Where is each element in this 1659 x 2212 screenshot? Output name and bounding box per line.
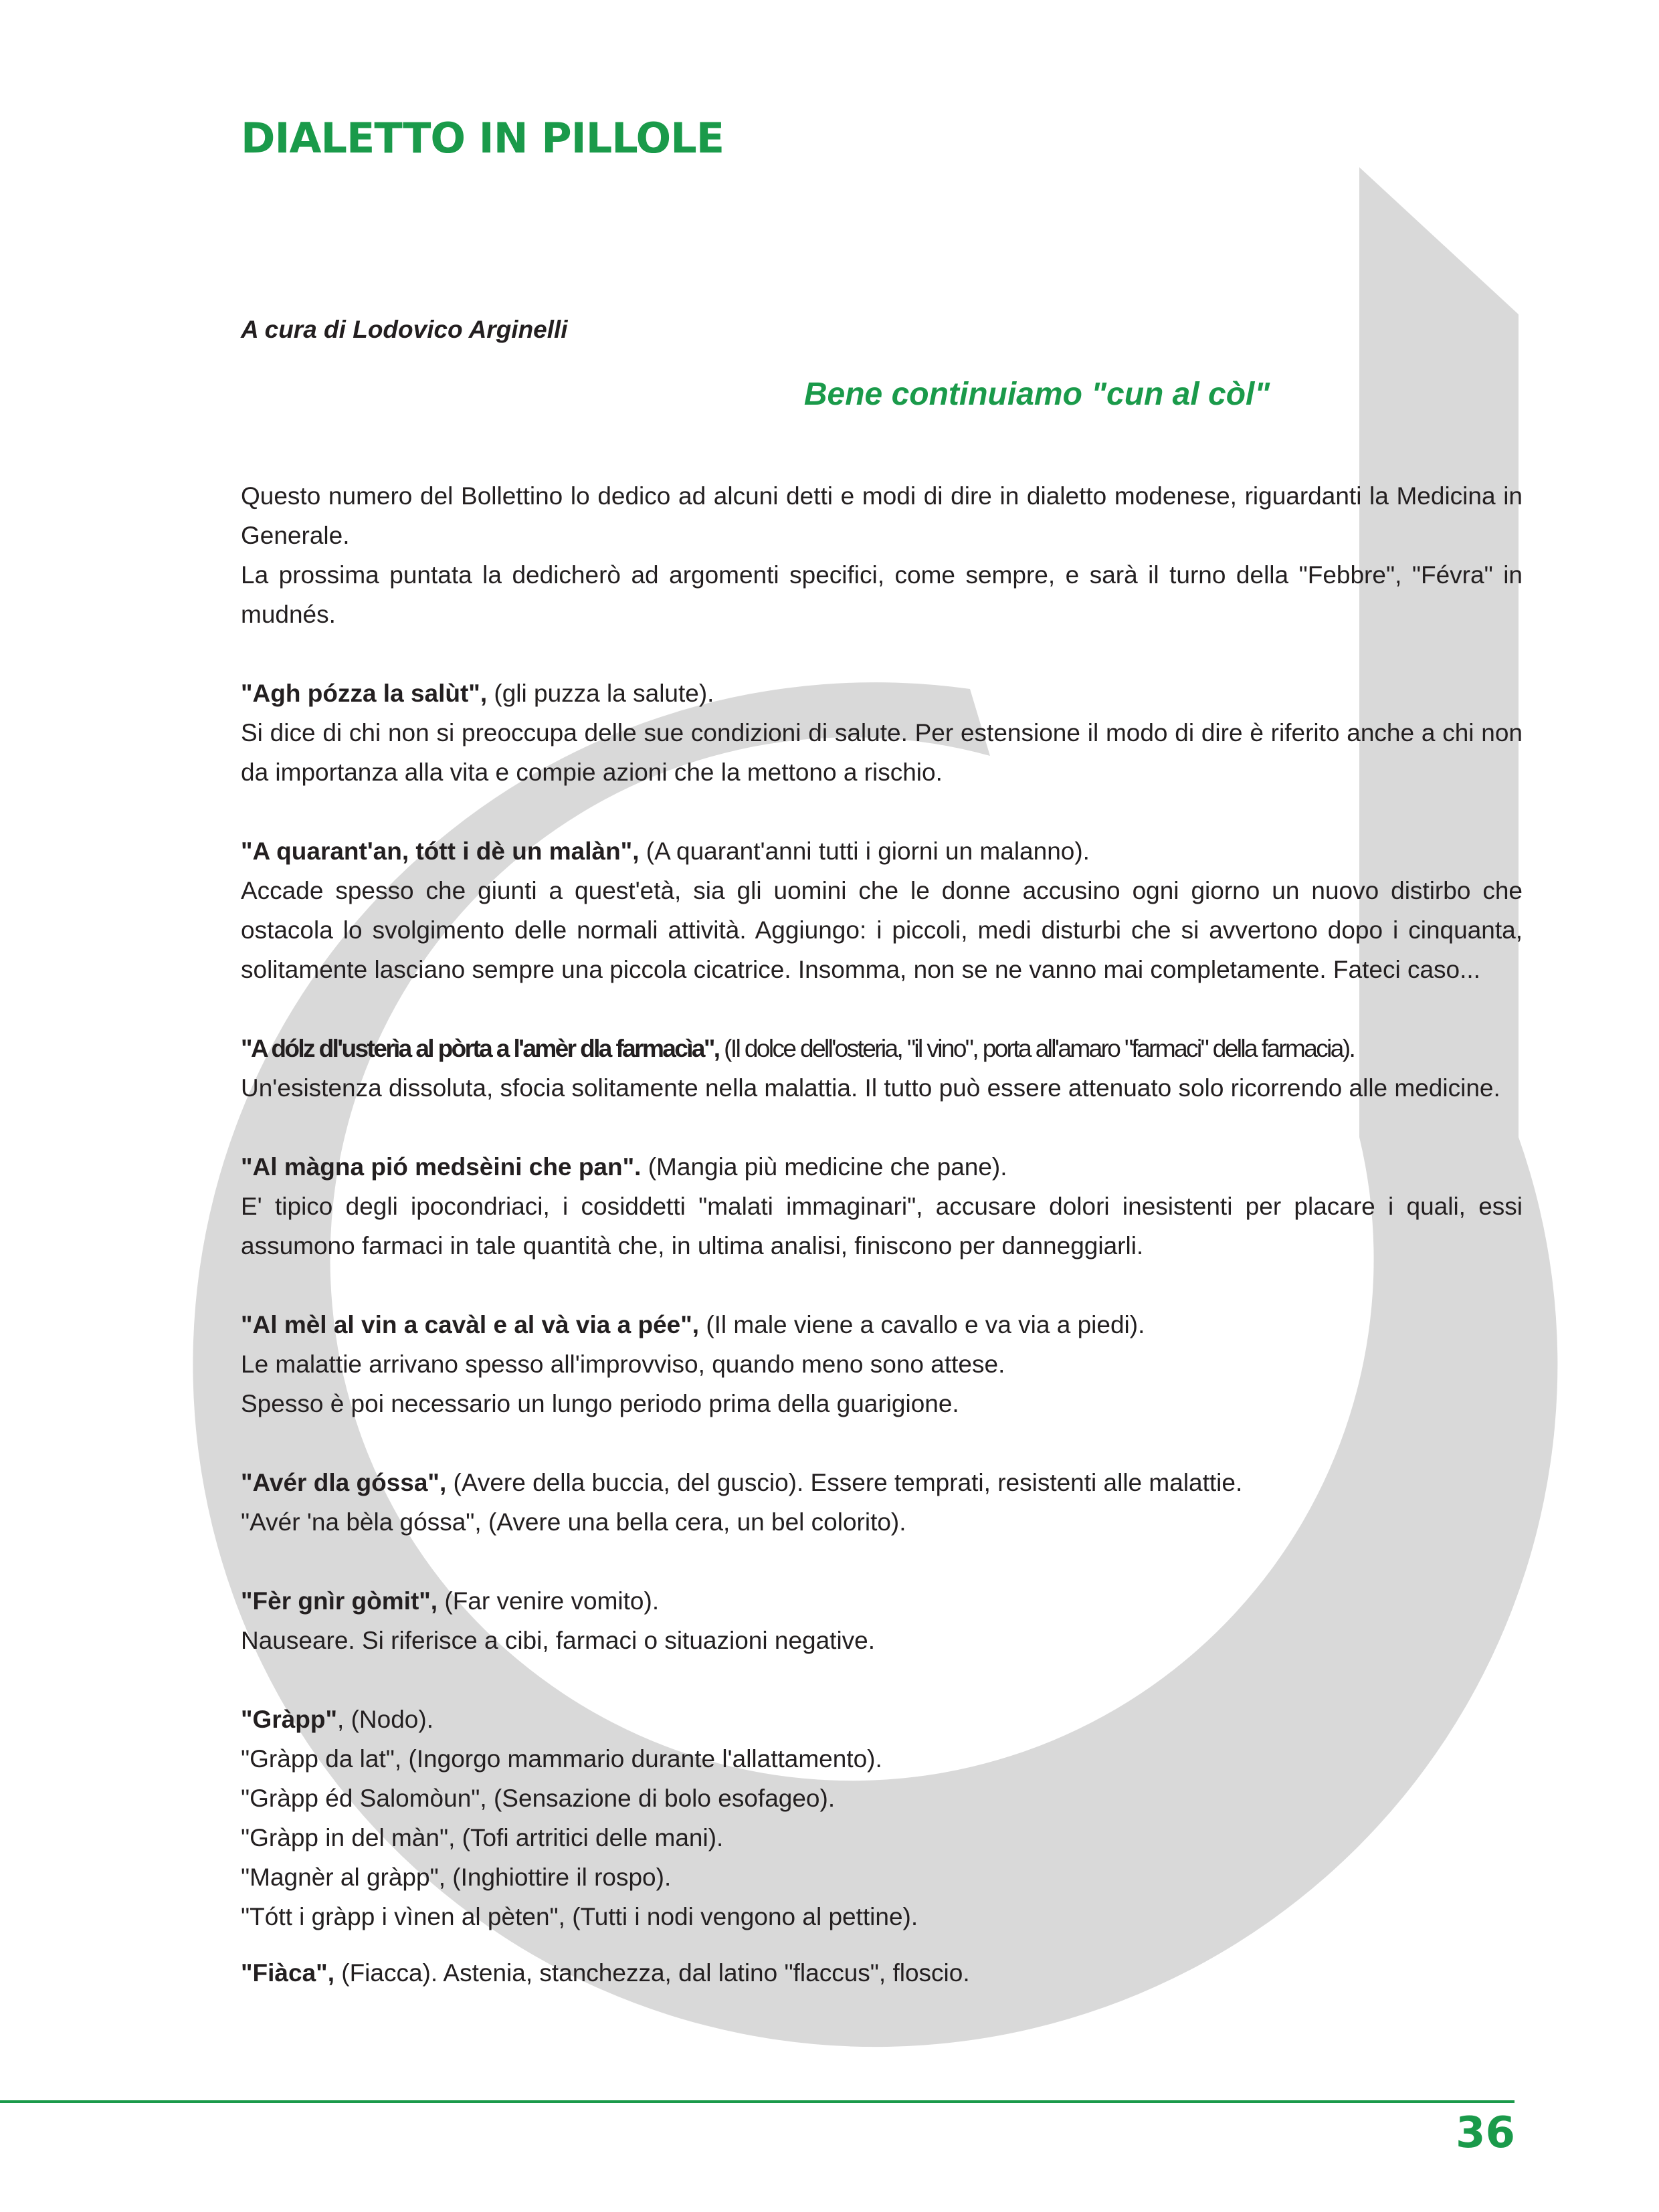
saying-term: "Al mèl al vin a cavàl e al và via a pée",: [241, 1311, 700, 1338]
saying-term: "Avér dla góssa",: [241, 1469, 447, 1496]
saying-heading: [241, 1700, 1523, 1739]
saying-translation: (Avere della buccia, del guscio). Essere temprati, resistenti alle malattie.: [446, 1469, 1243, 1496]
saying-translation: , (Nodo).: [337, 1706, 433, 1733]
saying-heading: [241, 1147, 1523, 1187]
page-title: DIALETTO IN PILLOLE: [241, 114, 724, 163]
saying-term: "Fiàca",: [241, 1959, 334, 1987]
saying-explanation: Spesso è poi necessario un lungo periodo prima della guarigione.: [241, 1390, 959, 1417]
saying-term: "Fèr gnìr gòmit",: [241, 1587, 438, 1615]
saying-explanation: Un'esistenza dissoluta, sfocia solitamente nella malattia. Il tutto può essere attenuato solo ricorrendo alle medicine.: [241, 1074, 1500, 1102]
saying-heading: [241, 674, 1523, 713]
saying-entry: [241, 1700, 1523, 1936]
saying-explanation: "Gràpp da lat", (Ingorgo mammario durante l'allattamento).: [241, 1745, 882, 1773]
saying-heading: [241, 831, 1523, 871]
saying-translation: (gli puzza la salute).: [487, 680, 714, 707]
intro-paragraph: La prossima puntata la dedicherò ad argomenti specifici, come sempre, e sarà il turno della "Febbre", "Févra" in mudnés.: [241, 561, 1523, 628]
saying-term: "Agh pózza la salùt",: [241, 680, 488, 707]
saying-entry: [241, 1305, 1523, 1423]
saying-term: "Gràpp": [241, 1706, 338, 1733]
saying-translation: (Il dolce dell'osteria, "il vino", porta all'amaro "farmaci" della farmacia).: [718, 1035, 1355, 1062]
article-body: [241, 476, 1523, 2032]
saying-term: "A quarant'an, tótt i dè un malàn",: [241, 837, 640, 865]
saying-entry: [241, 1581, 1523, 1660]
article-subtitle: Bene continuiamo "cun al còl": [803, 377, 1270, 412]
saying-explanation: Accade spesso che giunti a quest'età, sia gli uomini che le donne accusino ogni giorno un nuovo distirbo che ostacola lo svolgimento delle normali attività. Aggiungo: i piccoli, medi disturbi che si avvertono dopo i cinquanta, solitamente lasciano sempre una piccola cicatrice. Insomma, non se ne vanno mai completamente. Fateci caso...: [241, 877, 1523, 983]
saying-translation: (A quarant'anni tutti i giorni un malanno).: [639, 837, 1090, 865]
saying-explanation: E' tipico degli ipocondriaci, i cosiddetti "malati immaginari", accusare dolori inesistenti per placare i quali, essi assumono farmaci in tale quantità che, in ultima analisi, finiscono per danneggiarli.: [241, 1193, 1523, 1260]
saying-entry: [241, 1463, 1523, 1542]
footer-divider: [0, 2100, 1515, 2103]
author-credit: A cura di Lodovico Arginelli: [241, 316, 568, 343]
saying-entry: [241, 674, 1523, 792]
saying-entry: [241, 1953, 1523, 1993]
saying-translation: (Mangia più medicine che pane).: [641, 1153, 1007, 1181]
saying-translation: (Il male viene a cavallo e va via a piedi).: [699, 1311, 1145, 1338]
saying-entry: [241, 1147, 1523, 1266]
intro-block: [241, 476, 1523, 634]
saying-entry: [241, 831, 1523, 989]
saying-explanation: Nauseare. Si riferisce a cibi, farmaci o situazioni negative.: [241, 1627, 876, 1654]
saying-heading: [241, 1953, 1523, 1993]
saying-explanation: "Magnèr al gràpp", (Inghiottire il rospo).: [241, 1864, 672, 1891]
saying-explanation: "Avér 'na bèla góssa", (Avere una bella cera, un bel colorito).: [241, 1508, 906, 1536]
saying-term: "A dólz dl'usterìa al pòrta a l'amèr dla farmacìa",: [241, 1035, 719, 1062]
saying-translation: (Far venire vomito).: [437, 1587, 660, 1615]
page-number: 36: [1455, 2108, 1515, 2158]
saying-explanation: "Tótt i gràpp i vìnen al pèten", (Tutti i nodi vengono al pettine).: [241, 1903, 918, 1930]
saying-heading: [241, 1029, 1523, 1068]
saying-explanation: Si dice di chi non si preoccupa delle sue condizioni di salute. Per estensione il modo di dire è riferito anche a chi non da importanza alla vita e compie azioni che la mettono a rischio.: [241, 719, 1523, 786]
saying-entry: [241, 1029, 1523, 1108]
saying-explanation: Le malattie arrivano spesso all'improvviso, quando meno sono attese.: [241, 1350, 1005, 1378]
saying-translation: (Fiacca). Astenia, stanchezza, dal latino "flaccus", floscio.: [334, 1959, 970, 1987]
intro-paragraph: Questo numero del Bollettino lo dedico ad alcuni detti e modi di dire in dialetto modenese, riguardanti la Medicina in Generale.: [241, 482, 1523, 549]
saying-heading: [241, 1305, 1523, 1344]
saying-heading: [241, 1463, 1523, 1502]
saying-explanation: "Gràpp in del màn", (Tofi artritici delle mani).: [241, 1824, 724, 1851]
saying-heading: [241, 1581, 1523, 1621]
saying-explanation: "Gràpp éd Salomòun", (Sensazione di bolo esofageo).: [241, 1785, 836, 1812]
saying-term: "Al màgna pió medsèini che pan".: [241, 1153, 642, 1181]
